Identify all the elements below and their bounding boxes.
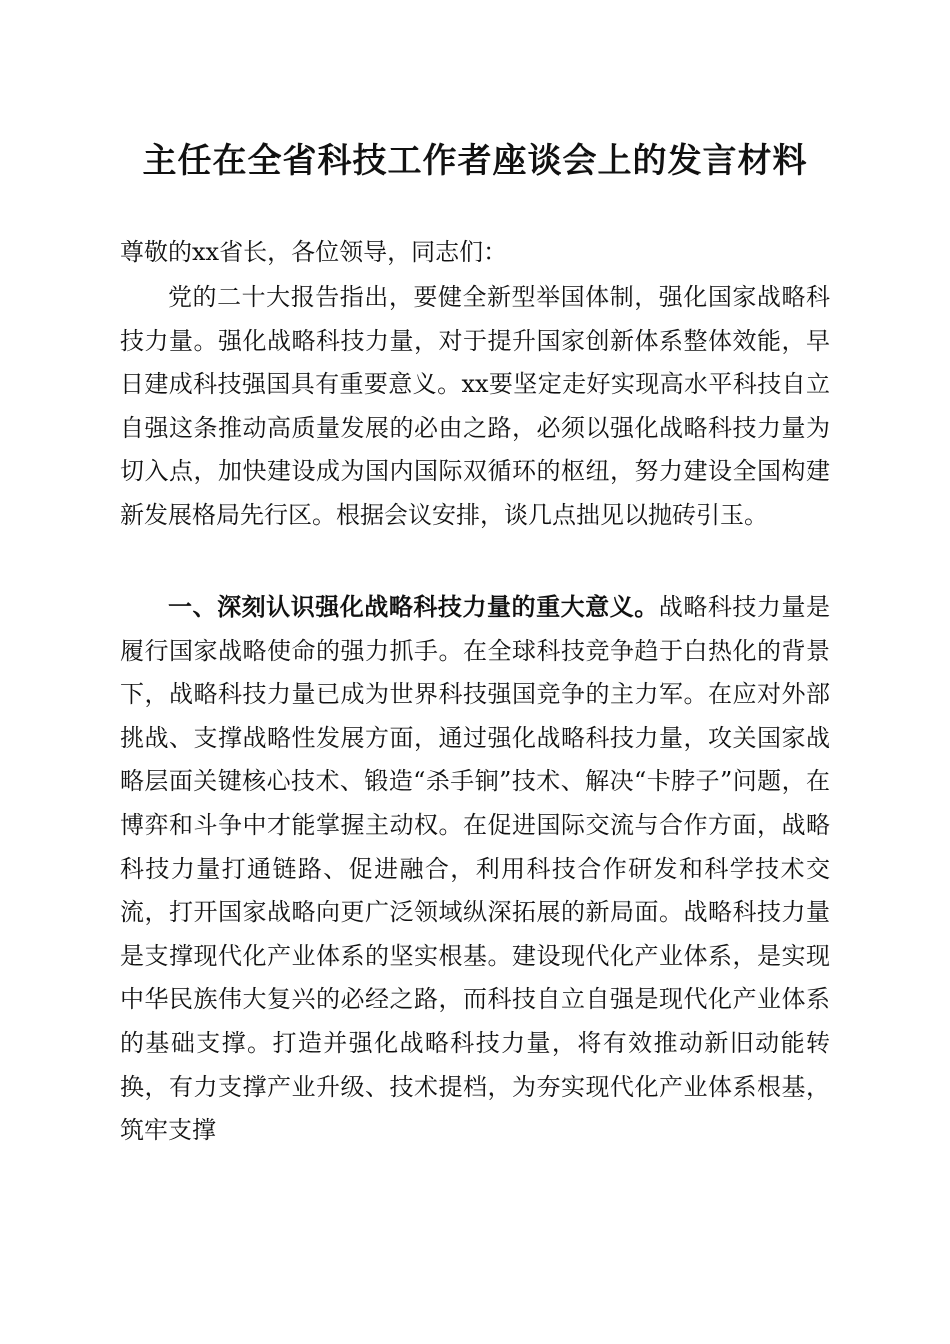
paragraph-section-1 [120,585,830,1153]
document-title: 主任在全省科技工作者座谈会上的发言材料 [142,141,808,181]
section-heading: 一、深刻认识强化战略科技力量的重大意义。 [168,592,659,621]
salutation: 尊敬的xx省长，各位领导，同志们： [120,238,508,266]
paragraph-intro: 党的二十大报告指出，要健全新型举国体制，强化国家战略科技力量。强化战略科技力量，对于提升国家创新体系整体效能，早日建成科技强国具有重要意义。xx要坚定走好实现高水平科技自立自强这条推动高质量发展的必由之路，必须以强化战略科技力量为切入点，加快建设成为国内国际双循环的枢纽，努力建设全国构建新发展格局先行区。根据会议安排，谈几点拙见以抛砖引玉。 [120,283,830,529]
section-body: 战略科技力量是履行国家战略使命的强力抓手。在全球科技竞争趋于白热化的背景下，战略科技力量已成为世界科技强国竞争的主力军。在应对外部挑战、支撑战略性发展方面，通过强化战略科技力量，攻关国家战略层面关键核心技术、锻造“杀手锏”技术、解决“卡脖子”问题，在博弈和斗争中才能掌握主动权。在促进国际交流与合作方面，战略科技力量打通链路、促进融合，利用科技合作研发和科学技术交流，打开国家战略向更广泛领域纵深拓展的新局面。战略科技力量是支撑现代化产业体系的坚实根基。建设现代化产业体系，是实现中华民族伟大复兴的必经之路，而科技自立自强是现代化产业体系的基础支撑。打造并强化战略科技力量，将有效推动新旧动能转换，有力支撑产业升级、技术提档，为夯实现代化产业体系根基，筑牢支撑 [120,593,831,1145]
